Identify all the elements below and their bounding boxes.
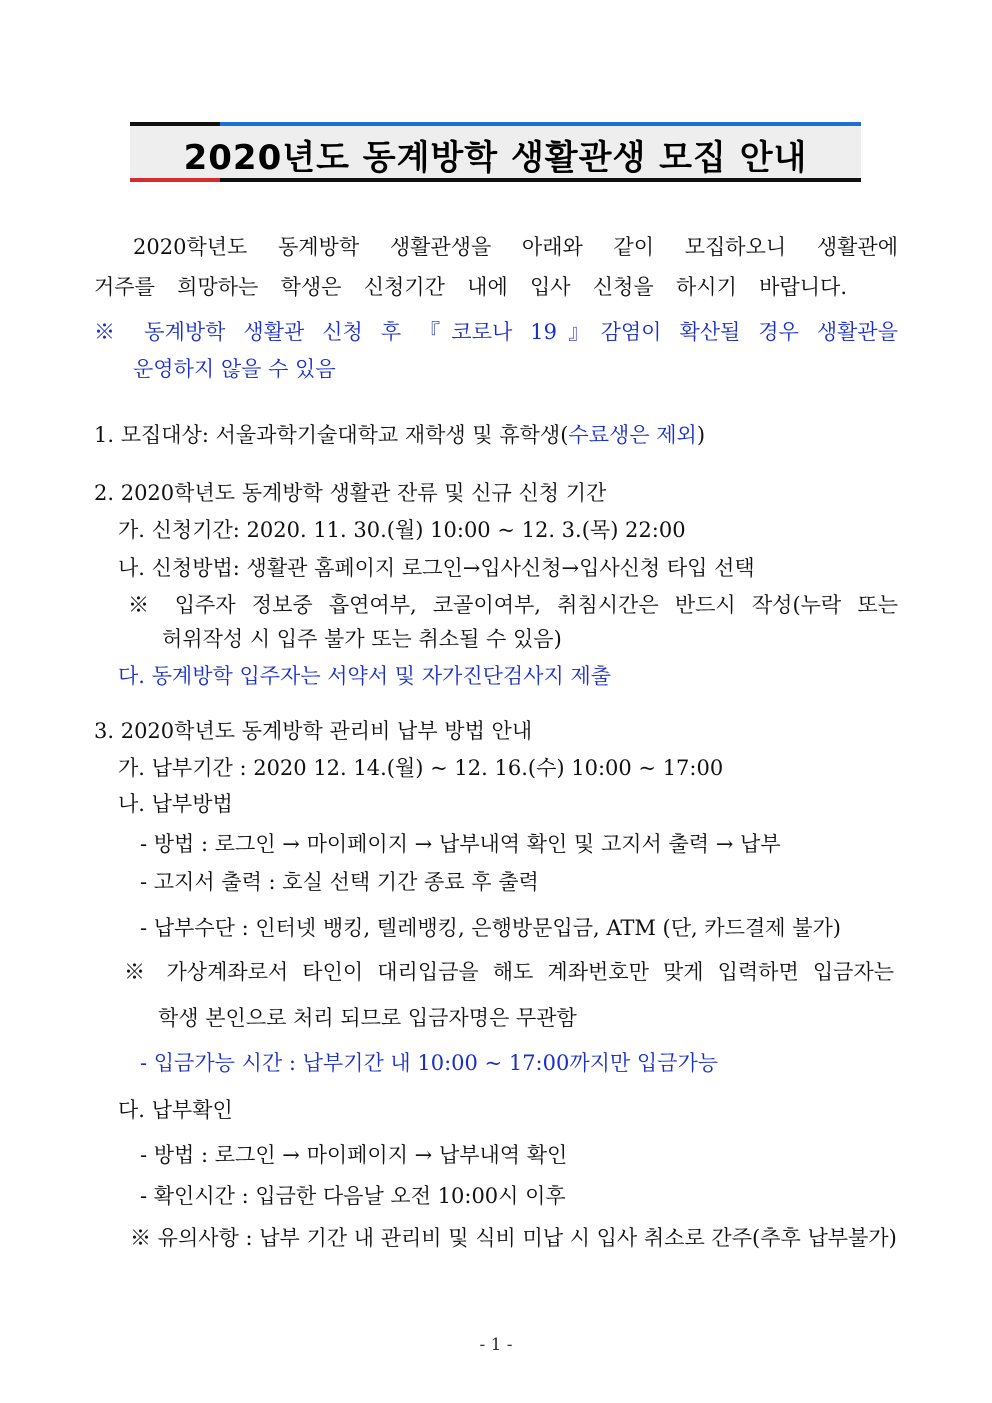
payment-method: - 방법 : 로그인 → 마이페이지 → 납부내역 확인 및 고지서 출력 → 납부 xyxy=(140,832,781,856)
section-2-da: 다. 동계방학 입주자는 서약서 및 자가진단검사지 제출 xyxy=(118,664,612,688)
confirm-time: - 확인시간 : 입금한 다음날 오전 10:00시 이후 xyxy=(140,1184,566,1208)
section-2-note-1: ※ 입주자 정보중 흡연여부, 코골이여부, 취침시간은 반드시 작성(누락 또는 xyxy=(128,593,898,617)
notice-line-1: ※ 동계방학 생활관 신청 후 『코로나 19』감염이 확산될 경우 생활관을 xyxy=(94,320,898,344)
section-1 xyxy=(94,421,705,449)
section-2-note-2: 허위작성 시 입주 불가 또는 취소될 수 있음) xyxy=(162,627,562,651)
section-1-suffix: ) xyxy=(696,423,706,447)
section-3-da: 다. 납부확인 xyxy=(118,1098,233,1122)
title-bottom-bar xyxy=(130,178,861,182)
intro-line-1: 2020학년도 동계방학 생활관생을 아래와 같이 모집하오니 생활관에 xyxy=(133,235,898,259)
virtual-account-note-1: ※ 가상계좌로서 타인이 대리입금을 해도 계좌번호만 맞게 입력하면 입금자는 xyxy=(124,960,894,984)
payment-means: - 납부수단 : 인터넷 뱅킹, 텔레뱅킹, 은행방문입금, ATM (단, 카드결제 불가) xyxy=(140,916,841,940)
section-3-na: 나. 납부방법 xyxy=(118,792,233,816)
section-3-heading: 3. 2020학년도 동계방학 관리비 납부 방법 안내 xyxy=(94,719,533,743)
virtual-account-note-2: 학생 본인으로 처리 되므로 입금자명은 무관함 xyxy=(158,1006,577,1030)
invoice-print: - 고지서 출력 : 호실 선택 기간 종료 후 출력 xyxy=(140,870,539,894)
section-2-na: 나. 신청방법: 생활관 홈페이지 로그인→입사신청→입사신청 타입 선택 xyxy=(118,556,755,580)
caution-note: ※ 유의사항 : 납부 기간 내 관리비 및 식비 미납 시 입사 취소로 간주(추후 납부불가) xyxy=(130,1226,897,1250)
title-top-bar xyxy=(130,122,861,126)
section-1-highlight: 수료생은 제외 xyxy=(568,423,697,447)
page-number: - 1 - xyxy=(479,1335,513,1355)
page-title: 2020년도 동계방학 생활관생 모집 안내 xyxy=(183,138,808,178)
section-2-heading: 2. 2020학년도 동계방학 생활관 잔류 및 신규 신청 기간 xyxy=(94,481,607,505)
intro-line-2: 거주를 희망하는 학생은 신청기간 내에 입사 신청을 하시기 바랍니다. xyxy=(94,275,847,299)
notice-line-2: 운영하지 않을 수 있음 xyxy=(133,357,336,381)
section-2-ga: 가. 신청기간: 2020. 11. 30.(월) 10:00 ~ 12. 3.(목) 22:00 xyxy=(118,518,686,542)
deposit-time: - 입금가능 시간 : 납부기간 내 10:00 ~ 17:00까지만 입금가능 xyxy=(140,1051,719,1075)
title-box xyxy=(130,122,861,182)
section-1-prefix: 1. 모집대상: 서울과학기술대학교 재학생 및 휴학생( xyxy=(94,423,569,447)
section-3-ga: 가. 납부기간 : 2020 12. 14.(월) ~ 12. 16.(수) 10:00 ~ 17:00 xyxy=(118,756,724,780)
confirm-method: - 방법 : 로그인 → 마이페이지 → 납부내역 확인 xyxy=(140,1143,568,1167)
